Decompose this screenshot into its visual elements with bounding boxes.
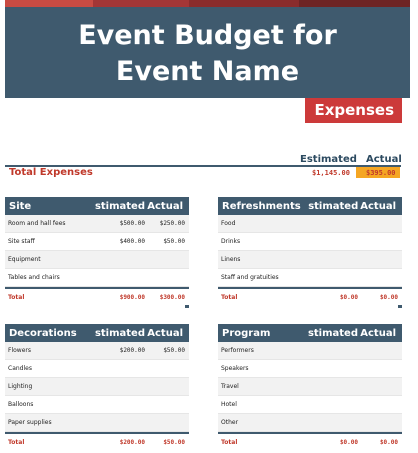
- decorations-estimated-header: stimated: [94, 327, 145, 339]
- table-row[interactable]: [218, 215, 402, 233]
- table-row[interactable]: [5, 233, 189, 251]
- summary-estimated-header: Estimated: [300, 154, 357, 165]
- table-row[interactable]: [5, 396, 189, 414]
- row-estimated[interactable]: $500.00: [119, 220, 145, 227]
- decorations-title: Decorations: [9, 327, 77, 339]
- decorations-total-row: [5, 432, 189, 450]
- total-label: Total: [8, 438, 25, 446]
- row-actual[interactable]: $50.00: [163, 238, 185, 245]
- top-color-strip: [5, 0, 410, 7]
- table-resize-handle[interactable]: [185, 305, 189, 308]
- row-label: Food: [221, 220, 236, 227]
- decorations-header: [5, 324, 189, 342]
- table-row[interactable]: [5, 251, 189, 269]
- decorations-panel: [5, 324, 189, 450]
- total-actual: $50.00: [163, 438, 185, 446]
- table-row[interactable]: [5, 215, 189, 233]
- table-row[interactable]: [218, 414, 402, 432]
- expenses-badge: Expenses: [305, 98, 402, 123]
- table-row[interactable]: [5, 269, 189, 287]
- program-header: [218, 324, 402, 342]
- table-row[interactable]: [218, 342, 402, 360]
- row-label: Paper supplies: [8, 419, 52, 426]
- strip-segment: [93, 0, 189, 7]
- row-label: Staff and gratuities: [221, 274, 279, 281]
- refreshments-title: Refreshments: [222, 200, 301, 212]
- strip-segment: [189, 0, 299, 7]
- row-label: Hotel: [221, 401, 237, 408]
- table-row[interactable]: [218, 233, 402, 251]
- total-expenses-label: Total Expenses: [9, 167, 93, 178]
- total-estimated: $200.00: [119, 438, 145, 446]
- row-label: Linens: [221, 256, 241, 263]
- table-row[interactable]: [218, 360, 402, 378]
- row-label: Lighting: [8, 383, 33, 390]
- row-label: Candles: [8, 365, 32, 372]
- summary-actual-header: Actual: [366, 154, 402, 165]
- row-label: Site staff: [8, 238, 35, 245]
- refreshments-header: [218, 197, 402, 215]
- total-estimated: $0.00: [339, 438, 358, 446]
- row-label: Performers: [221, 347, 254, 354]
- site-panel: [5, 197, 189, 305]
- row-label: Other: [221, 419, 239, 426]
- program-title: Program: [222, 327, 271, 339]
- refreshments-estimated-header: stimated: [308, 200, 359, 212]
- row-label: Travel: [221, 383, 239, 390]
- row-label: Equipment: [8, 256, 41, 263]
- site-estimated-header: stimated: [94, 200, 145, 212]
- program-estimated-header: stimated: [307, 327, 358, 339]
- table-resize-handle[interactable]: [398, 305, 402, 308]
- row-estimated[interactable]: $400.00: [119, 238, 145, 245]
- program-actual-header: Actual: [360, 327, 396, 339]
- table-row[interactable]: [218, 269, 402, 287]
- site-total-row: [5, 287, 189, 305]
- total-actual: $0.00: [379, 438, 398, 446]
- decorations-actual-header: Actual: [147, 327, 183, 339]
- total-label: Total: [221, 293, 238, 301]
- site-actual-header: Actual: [147, 200, 183, 212]
- total-estimated-value[interactable]: $1,145.00: [312, 169, 350, 177]
- total-label: Total: [8, 293, 25, 301]
- table-row[interactable]: [218, 251, 402, 269]
- row-label: Drinks: [221, 238, 241, 245]
- table-row[interactable]: [5, 360, 189, 378]
- total-estimated: $0.00: [339, 293, 358, 301]
- total-actual: $0.00: [379, 293, 398, 301]
- row-actual[interactable]: $50.00: [163, 347, 185, 354]
- row-label: Tables and chairs: [8, 274, 60, 281]
- row-estimated[interactable]: $200.00: [119, 347, 145, 354]
- table-row[interactable]: [218, 396, 402, 414]
- table-row[interactable]: [5, 342, 189, 360]
- site-title: Site: [9, 200, 32, 212]
- row-label: Room and hall fees: [8, 220, 66, 227]
- title-line-2[interactable]: Event Name: [115, 56, 300, 87]
- strip-segment: [299, 0, 410, 7]
- title-line-1[interactable]: Event Budget for: [78, 20, 337, 51]
- program-panel: [218, 324, 402, 450]
- row-label: Speakers: [221, 365, 249, 372]
- strip-segment: [5, 0, 93, 7]
- refreshments-total-row: [218, 287, 402, 305]
- row-label: Balloons: [8, 401, 34, 408]
- table-row[interactable]: [218, 378, 402, 396]
- refreshments-actual-header: Actual: [360, 200, 396, 212]
- total-label: Total: [221, 438, 238, 446]
- total-actual-value[interactable]: $395.00: [366, 169, 396, 177]
- row-actual[interactable]: $250.00: [159, 220, 185, 227]
- total-actual: $300.00: [159, 293, 185, 301]
- table-row[interactable]: [5, 414, 189, 432]
- program-total-row: [218, 432, 402, 450]
- row-label: Flowers: [8, 347, 31, 354]
- total-estimated: $900.00: [119, 293, 145, 301]
- table-row[interactable]: [5, 378, 189, 396]
- site-header: [5, 197, 189, 215]
- title-banner: [5, 7, 410, 98]
- refreshments-panel: [218, 197, 402, 305]
